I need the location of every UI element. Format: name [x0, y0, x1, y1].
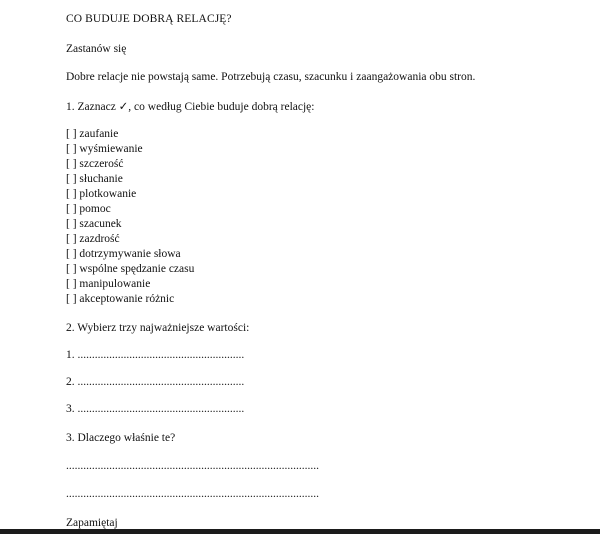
checklist-item[interactable]: [ ] pomoc: [66, 203, 111, 215]
checklist-item[interactable]: [ ] wspólne spędzanie czasu: [66, 263, 195, 275]
worksheet-subtitle: Zastanów się: [66, 43, 127, 55]
checklist-item[interactable]: [ ] manipulowanie: [66, 278, 151, 290]
question-2: 2. Wybierz trzy najważniejsze wartości:: [66, 322, 250, 334]
free-answer-line-1[interactable]: ........................................................................................: [66, 460, 319, 472]
checklist-item[interactable]: [ ] szacunek: [66, 218, 122, 230]
intro-paragraph: Dobre relacje nie powstają same. Potrzebują czasu, szacunku i zaangażowania obu stron.: [66, 71, 476, 83]
checklist-item[interactable]: [ ] akceptowanie różnic: [66, 293, 175, 305]
bottom-bar: [0, 529, 600, 534]
remember-heading: Zapamiętaj: [66, 517, 118, 529]
question-1: 1. Zaznacz ✓, co według Ciebie buduje dobrą relację:: [66, 101, 315, 113]
checklist-item[interactable]: [ ] zazdrość: [66, 233, 120, 245]
checklist-item[interactable]: [ ] wyśmiewanie: [66, 143, 143, 155]
checklist-item[interactable]: [ ] plotkowanie: [66, 188, 137, 200]
worksheet-title: CO BUDUJE DOBRĄ RELACJĘ?: [66, 13, 232, 25]
checklist-item[interactable]: [ ] zaufanie: [66, 128, 119, 140]
checklist-options: [66, 127, 194, 307]
checklist-item[interactable]: [ ] szczerość: [66, 158, 124, 170]
checklist-item[interactable]: [ ] słuchanie: [66, 173, 123, 185]
free-answer-line-2[interactable]: ........................................................................................: [66, 488, 319, 500]
checklist-item[interactable]: [ ] dotrzymywanie słowa: [66, 248, 181, 260]
answer-line-2[interactable]: 2. ..........................................................: [66, 376, 245, 388]
answer-line-1[interactable]: 1. ..........................................................: [66, 349, 245, 361]
answer-line-3[interactable]: 3. ..........................................................: [66, 403, 245, 415]
question-3: 3. Dlaczego właśnie te?: [66, 432, 176, 444]
